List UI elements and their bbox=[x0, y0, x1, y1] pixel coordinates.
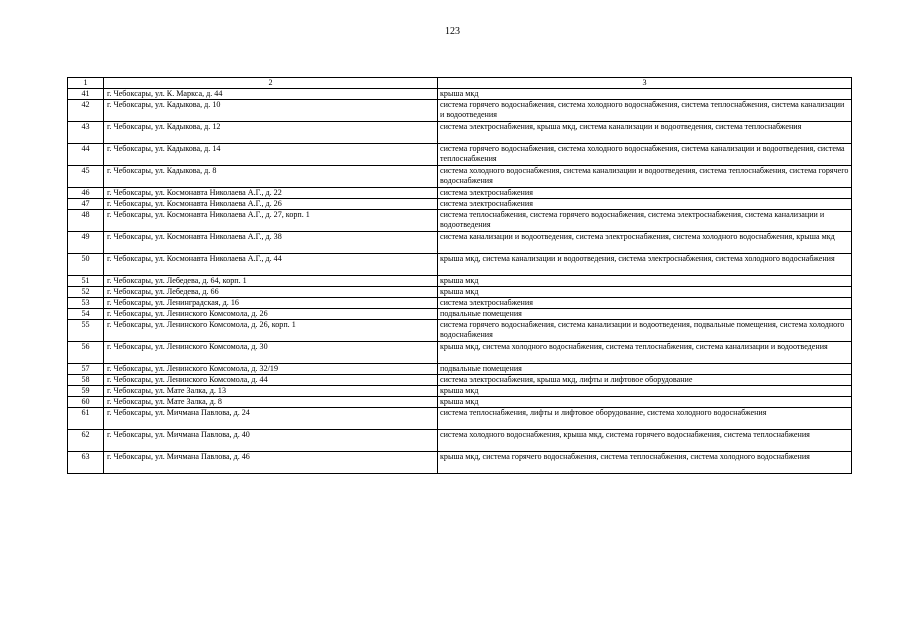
table-row bbox=[68, 232, 852, 254]
address-cell: г. Чебоксары, ул. Космонавта Николаева А.Г., д. 27, корп. 1 bbox=[104, 210, 438, 232]
systems-cell: крыша мкд, система холодного водоснабжения, система теплоснабжения, система канализации и водоотведения bbox=[438, 342, 852, 364]
row-number-cell: 44 bbox=[68, 144, 104, 166]
systems-cell: система холодного водоснабжения, крыша мкд, система горячего водоснабжения, система теплоснабжения bbox=[438, 430, 852, 452]
row-number-cell: 55 bbox=[68, 320, 104, 342]
header-cell-address: 2 bbox=[104, 78, 438, 89]
systems-cell: система электроснабжения, крыша мкд, лифты и лифтовое оборудование bbox=[438, 375, 852, 386]
table-row bbox=[68, 287, 852, 298]
systems-cell: крыша мкд bbox=[438, 89, 852, 100]
table-row bbox=[68, 210, 852, 232]
header-row bbox=[68, 78, 852, 89]
address-cell: г. Чебоксары, ул. Ленинского Комсомола, д. 44 bbox=[104, 375, 438, 386]
address-cell: г. Чебоксары, ул. Мичмана Павлова, д. 24 bbox=[104, 408, 438, 430]
row-number-cell: 42 bbox=[68, 100, 104, 122]
systems-cell: система горячего водоснабжения, система холодного водоснабжения, система теплоснабжения, система канализации и водоотведения bbox=[438, 100, 852, 122]
header-cell-systems: 3 bbox=[438, 78, 852, 89]
row-number-cell: 46 bbox=[68, 188, 104, 199]
systems-cell: крыша мкд bbox=[438, 386, 852, 397]
table-row bbox=[68, 364, 852, 375]
address-cell: г. Чебоксары, ул. Кадыкова, д. 8 bbox=[104, 166, 438, 188]
address-cell: г. Чебоксары, ул. Ленинского Комсомола, д. 26, корп. 1 bbox=[104, 320, 438, 342]
address-cell: г. Чебоксары, ул. Космонавта Николаева А.Г., д. 38 bbox=[104, 232, 438, 254]
table-row bbox=[68, 397, 852, 408]
systems-cell: система электроснабжения, крыша мкд, система канализации и водоотведения, система теплоснабжения bbox=[438, 122, 852, 144]
row-number-cell: 48 bbox=[68, 210, 104, 232]
table-row bbox=[68, 188, 852, 199]
header-cell-number: 1 bbox=[68, 78, 104, 89]
address-cell: г. Чебоксары, ул. Кадыкова, д. 14 bbox=[104, 144, 438, 166]
systems-cell: система горячего водоснабжения, система холодного водоснабжения, система канализации и водоотведения, система теплоснабжения bbox=[438, 144, 852, 166]
table-row bbox=[68, 89, 852, 100]
row-number-cell: 51 bbox=[68, 276, 104, 287]
table-row bbox=[68, 430, 852, 452]
table-row bbox=[68, 386, 852, 397]
row-number-cell: 52 bbox=[68, 287, 104, 298]
table-row bbox=[68, 298, 852, 309]
row-number-cell: 50 bbox=[68, 254, 104, 276]
row-number-cell: 53 bbox=[68, 298, 104, 309]
row-number-cell: 58 bbox=[68, 375, 104, 386]
systems-cell: крыша мкд bbox=[438, 276, 852, 287]
address-cell: г. Чебоксары, ул. Лебедева, д. 64, корп. 1 bbox=[104, 276, 438, 287]
systems-cell: система теплоснабжения, система горячего водоснабжения, система электроснабжения, система канализации и водоотведения bbox=[438, 210, 852, 232]
systems-cell: система электроснабжения bbox=[438, 298, 852, 309]
systems-cell: крыша мкд bbox=[438, 287, 852, 298]
row-number-cell: 47 bbox=[68, 199, 104, 210]
systems-cell: крыша мкд bbox=[438, 397, 852, 408]
address-cell: г. Чебоксары, ул. Ленинского Комсомола, д. 30 bbox=[104, 342, 438, 364]
table-row bbox=[68, 342, 852, 364]
systems-cell: система холодного водоснабжения, система канализации и водоотведения, система теплоснабжения, система горячего водоснабжения bbox=[438, 166, 852, 188]
row-number-cell: 60 bbox=[68, 397, 104, 408]
table-row bbox=[68, 100, 852, 122]
row-number-cell: 57 bbox=[68, 364, 104, 375]
address-cell: г. Чебоксары, ул. Космонавта Николаева А.Г., д. 26 bbox=[104, 199, 438, 210]
address-cell: г. Чебоксары, ул. Лебедева, д. 66 bbox=[104, 287, 438, 298]
table-row bbox=[68, 144, 852, 166]
address-cell: г. Чебоксары, ул. Мичмана Павлова, д. 40 bbox=[104, 430, 438, 452]
table-row bbox=[68, 122, 852, 144]
row-number-cell: 43 bbox=[68, 122, 104, 144]
address-cell: г. Чебоксары, ул. Мате Залка, д. 13 bbox=[104, 386, 438, 397]
row-number-cell: 59 bbox=[68, 386, 104, 397]
address-cell: г. Чебоксары, ул. Мичмана Павлова, д. 46 bbox=[104, 452, 438, 474]
systems-cell: система электроснабжения bbox=[438, 188, 852, 199]
address-cell: г. Чебоксары, ул. Ленинградская, д. 16 bbox=[104, 298, 438, 309]
systems-cell: подвальные помещения bbox=[438, 309, 852, 320]
address-cell: г. Чебоксары, ул. Космонавта Николаева А.Г., д. 44 bbox=[104, 254, 438, 276]
page-number: 123 bbox=[445, 26, 460, 37]
row-number-cell: 61 bbox=[68, 408, 104, 430]
row-number-cell: 45 bbox=[68, 166, 104, 188]
address-cell: г. Чебоксары, ул. Ленинского Комсомола, д. 26 bbox=[104, 309, 438, 320]
table-row bbox=[68, 309, 852, 320]
table-row bbox=[68, 408, 852, 430]
row-number-cell: 41 bbox=[68, 89, 104, 100]
table-row bbox=[68, 375, 852, 386]
address-cell: г. Чебоксары, ул. Ленинского Комсомола, д. 32/19 bbox=[104, 364, 438, 375]
systems-cell: система канализации и водоотведения, система электроснабжения, система холодного водоснабжения, крыша мкд bbox=[438, 232, 852, 254]
row-number-cell: 56 bbox=[68, 342, 104, 364]
table-row bbox=[68, 320, 852, 342]
systems-cell: подвальные помещения bbox=[438, 364, 852, 375]
address-cell: г. Чебоксары, ул. Мате Залка, д. 8 bbox=[104, 397, 438, 408]
row-number-cell: 63 bbox=[68, 452, 104, 474]
address-cell: г. Чебоксары, ул. Кадыкова, д. 12 bbox=[104, 122, 438, 144]
register-table bbox=[67, 77, 852, 474]
address-cell: г. Чебоксары, ул. Космонавта Николаева А.Г., д. 22 bbox=[104, 188, 438, 199]
row-number-cell: 62 bbox=[68, 430, 104, 452]
systems-cell: система горячего водоснабжения, система канализации и водоотведения, подвальные помещения, система холодного водоснабжения bbox=[438, 320, 852, 342]
table-row bbox=[68, 199, 852, 210]
row-number-cell: 49 bbox=[68, 232, 104, 254]
systems-cell: система электроснабжения bbox=[438, 199, 852, 210]
address-cell: г. Чебоксары, ул. К. Маркса, д. 44 bbox=[104, 89, 438, 100]
table-row bbox=[68, 276, 852, 287]
systems-cell: система теплоснабжения, лифты и лифтовое оборудование, система холодного водоснабжения bbox=[438, 408, 852, 430]
table-row bbox=[68, 452, 852, 474]
table-row bbox=[68, 166, 852, 188]
address-cell: г. Чебоксары, ул. Кадыкова, д. 10 bbox=[104, 100, 438, 122]
table-row bbox=[68, 254, 852, 276]
systems-cell: крыша мкд, система канализации и водоотведения, система электроснабжения, система холодного водоснабжения bbox=[438, 254, 852, 276]
systems-cell: крыша мкд, система горячего водоснабжения, система теплоснабжения, система холодного водоснабжения bbox=[438, 452, 852, 474]
row-number-cell: 54 bbox=[68, 309, 104, 320]
